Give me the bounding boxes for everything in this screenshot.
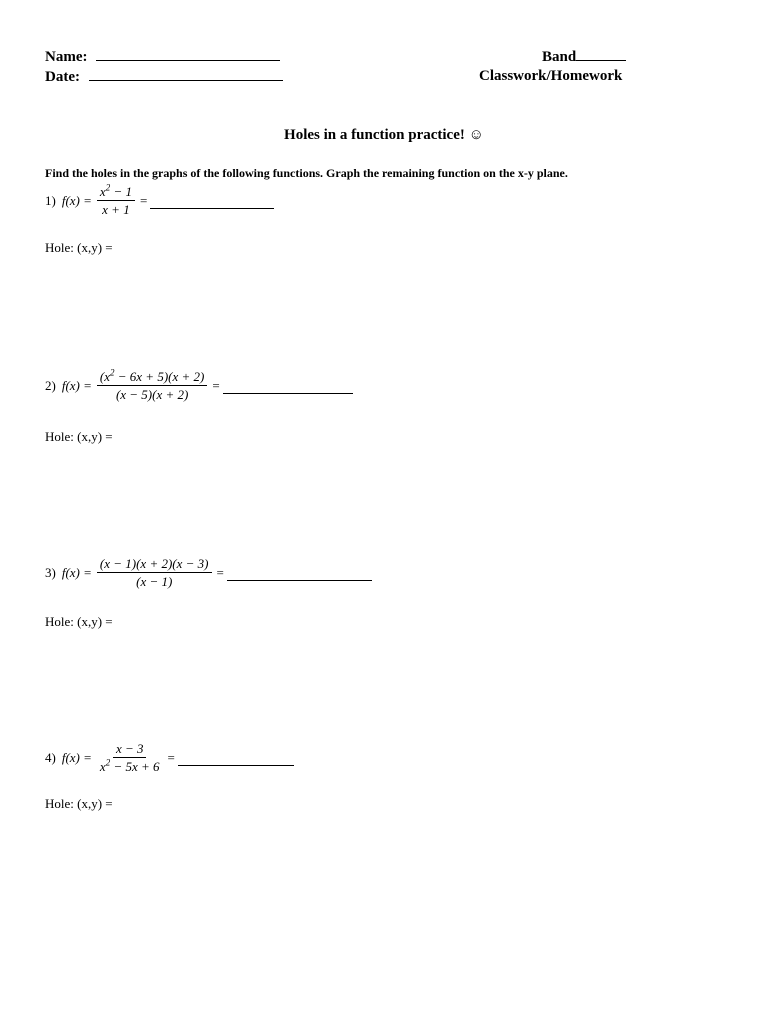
denominator: (x − 5)(x + 2) xyxy=(115,387,189,402)
function-lhs: f(x) = xyxy=(61,565,92,580)
problem-2 xyxy=(45,367,353,402)
problem-number: 2) xyxy=(45,378,56,393)
fraction xyxy=(97,557,212,589)
denominator: $x^2 - 5x + 6$ xyxy=(99,757,160,774)
problem-number: 4) xyxy=(45,750,56,765)
answer-line[interactable] xyxy=(227,568,372,581)
equals-sign: = xyxy=(139,193,148,208)
problem-3 xyxy=(45,557,372,589)
denominator: (x − 1) xyxy=(136,574,173,589)
hole-label: Hole: (x,y) = xyxy=(45,796,113,811)
classwork-label: Classwork/Homework xyxy=(479,68,623,84)
date-label: Date: xyxy=(45,69,80,85)
problem-4 xyxy=(45,742,294,774)
name-label: Name: xyxy=(45,49,88,65)
numerator: $(x^2 - 6x + 5)(x + 2)$ xyxy=(97,370,207,386)
hole-label: Hole: (x,y) = xyxy=(45,240,113,255)
answer-line[interactable] xyxy=(150,196,274,209)
answer-line[interactable] xyxy=(178,753,294,766)
fraction xyxy=(97,367,207,402)
fraction xyxy=(97,742,163,774)
hole-label: Hole: (x,y) = xyxy=(45,614,113,629)
date-input-line[interactable] xyxy=(89,67,283,81)
fraction xyxy=(97,182,135,217)
band-label: Band xyxy=(542,49,577,65)
problem-number: 1) xyxy=(45,193,56,208)
band-input-line[interactable] xyxy=(576,47,626,61)
problem-1 xyxy=(45,182,274,217)
denominator: x + 1 xyxy=(102,202,130,217)
answer-line[interactable] xyxy=(223,381,353,394)
problem-number: 3) xyxy=(45,565,56,580)
name-input-line[interactable] xyxy=(96,47,280,61)
name-line xyxy=(45,47,280,66)
date-line xyxy=(45,67,283,86)
equals-sign: = xyxy=(167,750,175,765)
function-lhs: f(x) = xyxy=(61,750,92,765)
band-line xyxy=(542,47,626,66)
hole-label: Hole: (x,y) = xyxy=(45,429,113,444)
instructions: Find the holes in the graphs of the following functions. Graph the remaining function on the x-y plane. xyxy=(45,166,568,180)
numerator: x − 3 xyxy=(113,742,147,758)
function-lhs: f(x) = xyxy=(61,378,92,393)
numerator: (x − 1)(x + 2)(x − 3) xyxy=(97,557,212,573)
equals-sign: = xyxy=(216,565,224,580)
equals-sign: = xyxy=(212,378,220,393)
numerator: $x^2 - 1$ xyxy=(97,185,135,201)
function-lhs: f(x) = xyxy=(61,193,92,208)
page-title: Holes in a function practice! ☺ xyxy=(284,127,484,143)
